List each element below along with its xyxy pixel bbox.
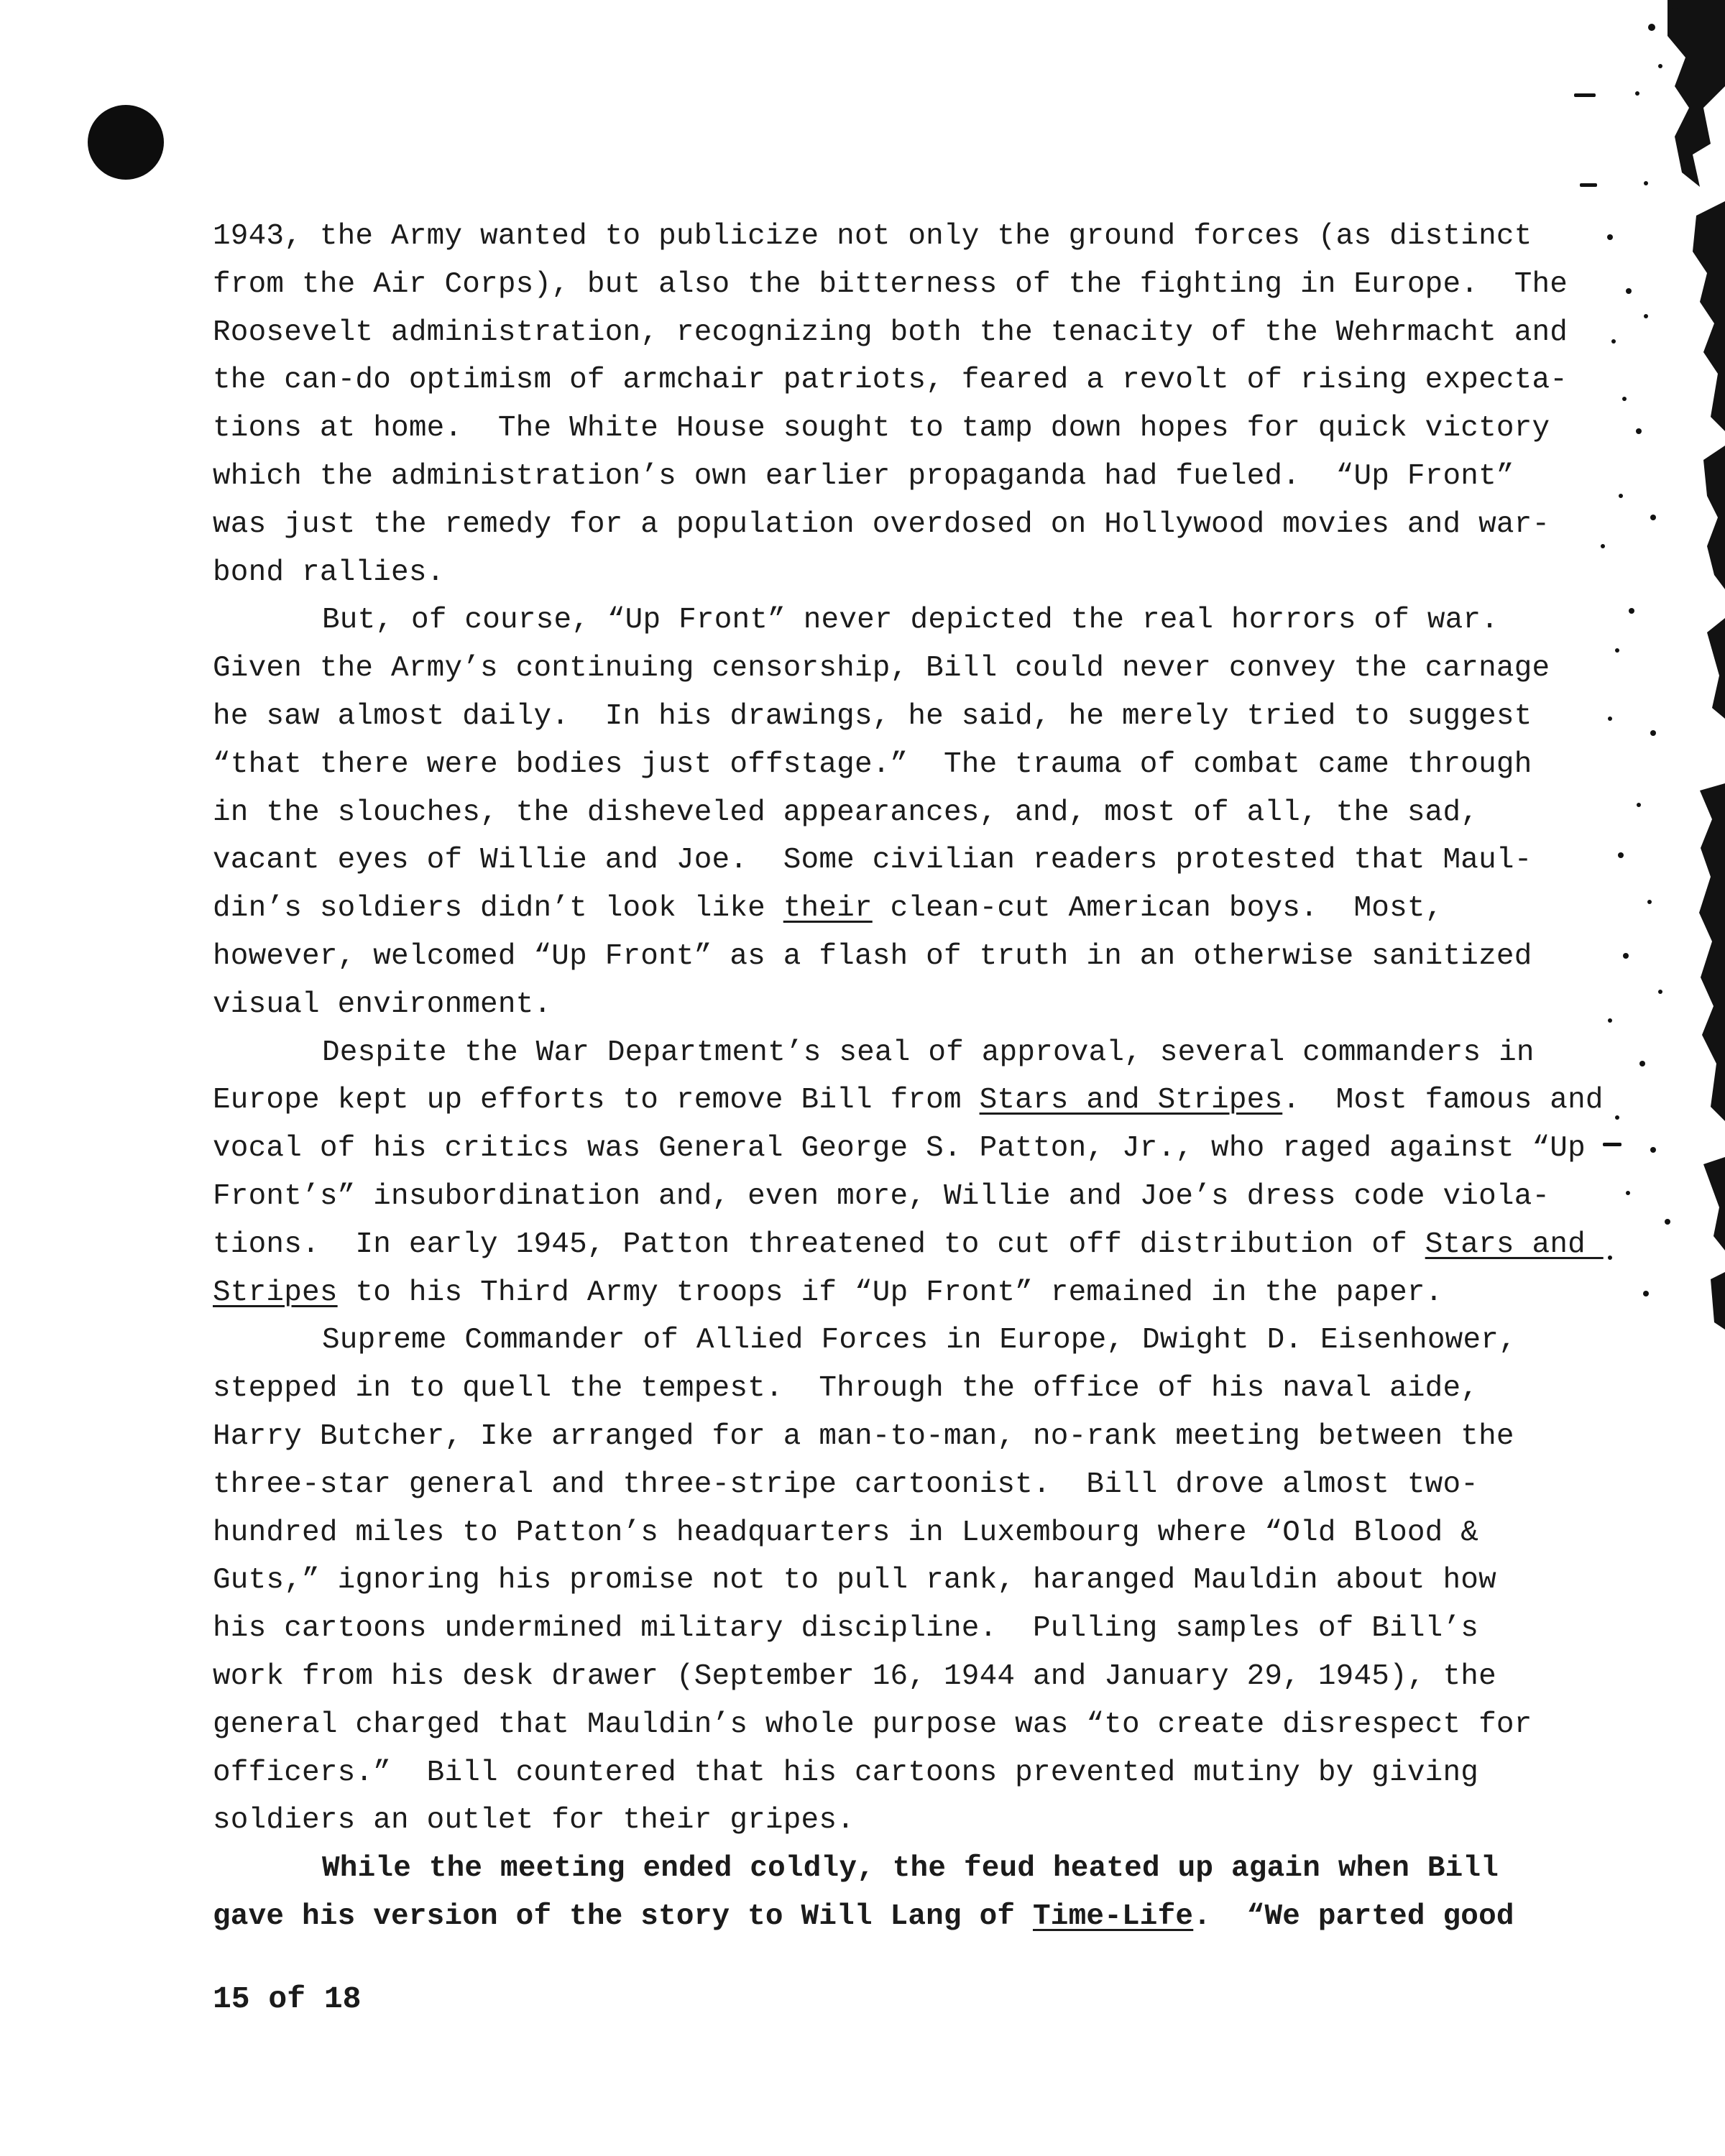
text-line-19: [213, 1077, 1604, 1125]
text-line-18: Despite the War Department’s seal of approval, several commanders in: [322, 1036, 1535, 1069]
underlined-publication-title: Stripes: [213, 1276, 338, 1309]
text-line-23: [213, 1269, 1578, 1317]
text-line-17: visual environment.: [213, 987, 552, 1021]
text-line-29: Guts,” ignoring his promise not to pull rank, haranged Mauldin about how: [213, 1564, 1496, 1598]
text-line-5: tions at home. The White House sought to tamp down hopes for quick victory: [213, 412, 1550, 446]
text-line-2: from the Air Corps), but also the bitterness of the fighting in Europe. The: [213, 267, 1568, 301]
document-body: [213, 213, 1604, 1941]
text-segment: tions. In early 1945, Patton threatened to cut off distribution of: [213, 1227, 1425, 1261]
text-line-8: bond rallies.: [213, 556, 445, 589]
text-line-34: soldiers an outlet for their gripes.: [213, 1804, 855, 1838]
text-line-15: [213, 885, 1578, 933]
text-line-9: But, of course, “Up Front” never depicted the real horrors of war.: [322, 604, 1499, 637]
punch-hole-mark: [88, 105, 164, 180]
text-segment: . Most famous and: [1282, 1084, 1604, 1118]
text-line-32: general charged that Mauldin’s whole purpose was “to create disrespect for: [213, 1708, 1532, 1741]
text-line-6: which the administration’s own earlier propaganda had fueled. “Up Front”: [213, 459, 1514, 493]
text-line-4: the can-do optimism of armchair patriots, feared a revolt of rising expecta-: [213, 364, 1568, 397]
text-line-35: While the meeting ended coldly, the feud heated up again when Bill: [322, 1852, 1499, 1886]
underlined-emphasis: their: [783, 892, 873, 926]
text-line-14: vacant eyes of Willie and Joe. Some civilian readers protested that Maul-: [213, 844, 1532, 877]
text-segment: clean-cut American boys. Most,: [872, 892, 1443, 926]
text-line-33: officers.” Bill countered that his cartoons prevented mutiny by giving: [213, 1756, 1479, 1789]
underlined-publication-title: Stars and Stripes: [979, 1084, 1283, 1118]
text-line-16: however, welcomed “Up Front” as a flash of truth in an otherwise sanitized: [213, 939, 1532, 973]
text-line-7: was just the remedy for a population overdosed on Hollywood movies and war-: [213, 507, 1550, 541]
text-line-3: Roosevelt administration, recognizing both the tenacity of the Wehrmacht and: [213, 315, 1568, 349]
text-segment: . “We parted good: [1193, 1899, 1514, 1933]
text-line-24: Supreme Commander of Allied Forces in Europe, Dwight D. Eisenhower,: [322, 1324, 1517, 1358]
text-line-26: Harry Butcher, Ike arranged for a man-to-man, no-rank meeting between the: [213, 1419, 1514, 1453]
text-line-27: three-star general and three-stripe cartoonist. Bill drove almost two-: [213, 1468, 1479, 1501]
text-line-28: hundred miles to Patton’s headquarters in Luxembourg where “Old Blood &: [213, 1516, 1479, 1549]
text-line-1: 1943, the Army wanted to publicize not only the ground forces (as distinct: [213, 220, 1532, 253]
page-number: 15 of 18: [213, 1981, 362, 2017]
text-segment: Europe kept up efforts to remove Bill from: [213, 1084, 980, 1118]
scanner-edge-noise: [1560, 0, 1725, 1739]
text-line-30: his cartoons undermined military discipline. Pulling samples of Bill’s: [213, 1612, 1479, 1646]
text-segment: gave his version of the story to Will Lang of: [213, 1899, 1033, 1933]
underlined-publication-title: Time-Life: [1032, 1899, 1194, 1933]
text-line-21: Front’s” insubordination and, even more, Willie and Joe’s dress code viola-: [213, 1179, 1550, 1213]
text-line-20: vocal of his critics was General George S. Patton, Jr., who raged against “Up: [213, 1132, 1586, 1166]
text-segment: din’s soldiers didn’t look like: [213, 892, 783, 926]
underlined-publication-title: Stars and: [1425, 1227, 1604, 1261]
text-line-11: he saw almost daily. In his drawings, he said, he merely tried to suggest: [213, 699, 1532, 733]
text-line-13: in the slouches, the disheveled appearances, and, most of all, the sad,: [213, 796, 1479, 829]
text-line-12: “that there were bodies just offstage.” The trauma of combat came through: [213, 747, 1532, 781]
text-segment: to his Third Army troops if “Up Front” remained in the paper.: [337, 1276, 1443, 1309]
text-line-10: Given the Army’s continuing censorship, Bill could never convey the carnage: [213, 652, 1550, 686]
text-line-31: work from his desk drawer (September 16, 1944 and January 29, 1945), the: [213, 1659, 1496, 1693]
text-line-22: [213, 1221, 1604, 1269]
text-line-25: stepped in to quell the tempest. Through the office of his naval aide,: [213, 1372, 1479, 1406]
text-line-36: [213, 1893, 1578, 1941]
